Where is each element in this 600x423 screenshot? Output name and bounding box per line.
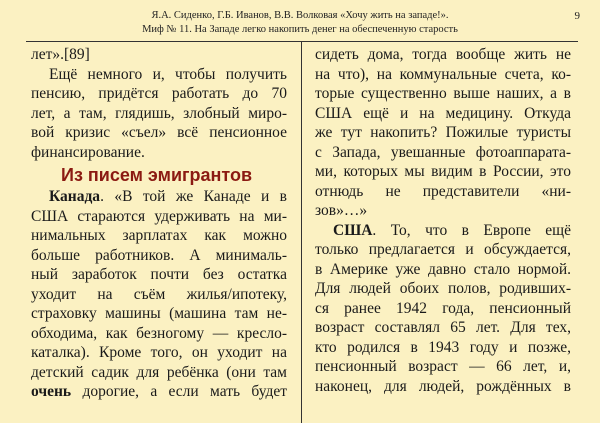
text-line: наконец, для людей, рождённых в: [315, 377, 571, 395]
text-line: [315, 221, 571, 241]
section-heading: Из писем эмигрантов: [61, 165, 253, 185]
text-line: ся ранее 1942 года, пенсионный: [315, 299, 571, 317]
text-line: ми, которых мы видим в России, это: [315, 163, 571, 180]
text-line: пенсию, придётся работать до 70: [31, 85, 287, 102]
text-line: обходима, как безногому — кресло-: [31, 324, 287, 342]
text-line: [31, 382, 287, 402]
text-line: кто родился в 1943 году и позже,: [315, 338, 571, 356]
text-line: возраст составлял 65 лет. Для тех,: [315, 319, 571, 336]
text-line: [31, 187, 287, 207]
text-fragment: . «В той же Канаде и в: [100, 188, 287, 205]
text-line: ный заработок почти без остатка: [31, 266, 287, 283]
emphasis-word: очень: [31, 383, 72, 400]
header-chapter-title: Миф № 11. На Западе легко накопить денег на обеспеченную старость: [142, 24, 458, 35]
text-line: же тут накопить? Пожилые туристы: [315, 124, 571, 141]
text-line: в Америке уже давно стало нормой.: [315, 260, 571, 278]
running-header: [0, 10, 600, 42]
text-line: зов»…»: [315, 202, 368, 219]
text-line: страховку машины (машина там не-: [31, 305, 287, 322]
text-line: уходит на съём жилья/ипотеку,: [31, 285, 287, 303]
country-label-usa: США: [333, 221, 373, 239]
text-line: только предлагается и обсуждается,: [315, 241, 571, 258]
text-line: сидеть дома, тогда вообще жить не: [315, 46, 571, 63]
text-line: больше работников. А минималь-: [31, 246, 287, 264]
country-label-canada: Канада: [49, 188, 101, 205]
text-line: США ещё и на медицину. Откуда: [315, 104, 571, 122]
text-line: США стараются удерживать на ми-: [31, 207, 287, 225]
text-line: детский садик для ребёнка (они там: [31, 363, 287, 381]
text-line: с Запада, увешанные фотоаппарата-: [315, 143, 571, 161]
column-divider: [301, 42, 302, 423]
text-line: лет, а там, глядишь, злобный миро-: [31, 104, 287, 122]
page-number: 9: [574, 10, 580, 22]
text-line: нимальных зарплатах как можно: [31, 227, 287, 244]
header-rule: [26, 41, 578, 42]
text-line: торые существенно выше наших, а в: [315, 85, 571, 102]
text-line: лет».[89]: [31, 46, 90, 63]
text-line: финансирование.: [31, 143, 145, 161]
text-line: Для людей обоих полов, родивших-: [315, 280, 571, 297]
text-fragment: дорогие, а если мать будет: [82, 383, 287, 400]
text-line: отнюдь не представители «ни-: [315, 182, 571, 200]
text-line: на что), на коммунальные счета, ко-: [315, 65, 571, 83]
text-line: каталка). Кроме того, он уходит на: [31, 344, 287, 361]
text-line: пенсионный возраст — 66 лет, и,: [315, 358, 571, 375]
header-authors-title: Я.А. Сиденко, Г.Б. Иванов, В.В. Волковая «Хочу жить на западе!».: [151, 10, 449, 21]
left-column: [31, 45, 287, 402]
text-line: вой кризис «съел» всё пенсионное: [31, 124, 287, 141]
text-fragment: . То, что в Европе ещё: [372, 221, 571, 239]
right-column: [315, 45, 571, 396]
text-line: Ещё немного и, чтобы получить: [49, 65, 287, 83]
